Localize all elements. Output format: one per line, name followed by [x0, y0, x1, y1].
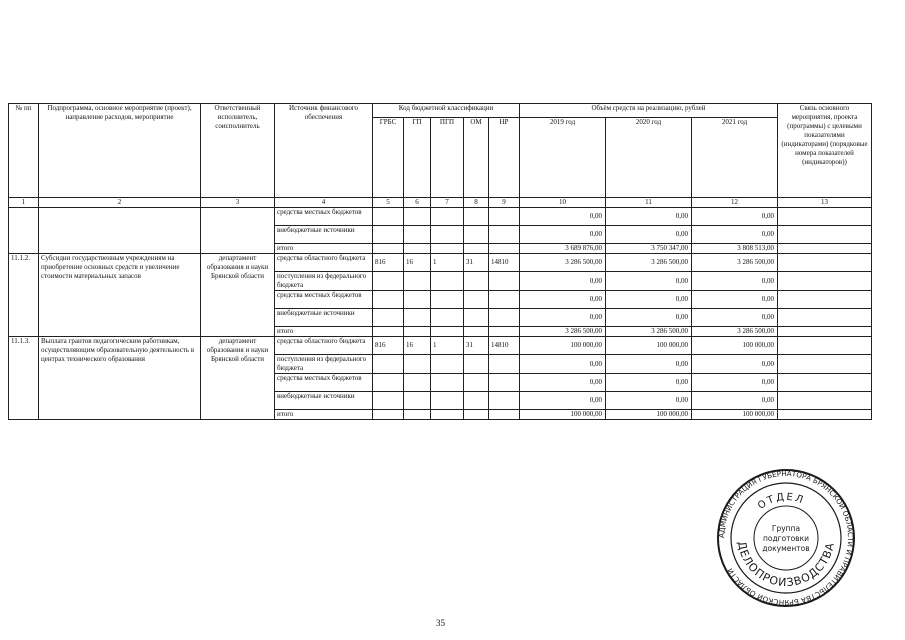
amount-2020-cell: 100 000,00	[606, 337, 692, 355]
header-source: Источник финансового обеспечения	[275, 104, 373, 198]
amount-2021-cell: 0,00	[692, 272, 778, 291]
amount-2021-cell: 3 808 513,00	[692, 244, 778, 254]
source-cell: средства местных бюджетов	[275, 208, 373, 226]
header-volume-group: Объём средств на реализацию, рублей	[520, 104, 778, 118]
code-cell	[431, 244, 464, 254]
program-cell: Субсидии государственным учреждениям на приобретение основных средств и увеличение стоимости материальных запасов	[39, 254, 201, 337]
code-cell	[489, 410, 520, 420]
code-cell	[373, 392, 404, 410]
link-cell	[778, 309, 872, 327]
source-cell: итого	[275, 244, 373, 254]
column-number: 3	[201, 198, 275, 208]
header-responsible: Ответственный исполнитель, соисполнитель	[201, 104, 275, 198]
code-cell	[489, 244, 520, 254]
header-no: № пп	[9, 104, 39, 198]
code-cell	[431, 291, 464, 309]
amount-2019-cell: 3 286 500,00	[520, 327, 606, 337]
amount-2019-cell: 100 000,00	[520, 337, 606, 355]
code-cell	[373, 410, 404, 420]
code-cell	[464, 327, 489, 337]
code-cell	[404, 244, 431, 254]
source-cell: итого	[275, 327, 373, 337]
header-code: ГП	[404, 118, 431, 198]
amount-2019-cell: 0,00	[520, 272, 606, 291]
amount-2020-cell: 0,00	[606, 291, 692, 309]
amount-2020-cell: 0,00	[606, 226, 692, 244]
code-cell	[464, 272, 489, 291]
code-cell: 1	[431, 254, 464, 272]
header-year: 2020 год	[606, 118, 692, 198]
amount-2019-cell: 0,00	[520, 291, 606, 309]
code-cell	[431, 309, 464, 327]
link-cell	[778, 254, 872, 272]
amount-2019-cell: 0,00	[520, 355, 606, 374]
column-number: 8	[464, 198, 489, 208]
program-cell: Выплата грантов педагогическим работникам, осуществляющим образовательную деятельность в центрах технического образования	[39, 337, 201, 420]
code-cell	[373, 272, 404, 291]
stamp-center-line: Группа	[771, 524, 801, 533]
amount-2020-cell: 0,00	[606, 309, 692, 327]
link-cell	[778, 208, 872, 226]
code-cell	[464, 410, 489, 420]
code-cell	[373, 291, 404, 309]
code-cell	[373, 226, 404, 244]
code-cell	[489, 208, 520, 226]
header-code-group: Код бюджетной классификации	[373, 104, 520, 118]
code-cell	[464, 355, 489, 374]
code-cell	[464, 244, 489, 254]
header-code: ГРБС	[373, 118, 404, 198]
amount-2021-cell: 0,00	[692, 208, 778, 226]
code-cell	[373, 244, 404, 254]
budget-table	[8, 103, 872, 420]
column-number: 5	[373, 198, 404, 208]
header-code: ПГП	[431, 118, 464, 198]
column-number: 9	[489, 198, 520, 208]
amount-2021-cell: 3 286 500,00	[692, 254, 778, 272]
table-row	[9, 337, 872, 355]
link-cell	[778, 374, 872, 392]
code-cell	[404, 309, 431, 327]
source-cell: поступления из федерального бюджета	[275, 272, 373, 291]
code-cell	[431, 355, 464, 374]
amount-2021-cell: 3 286 500,00	[692, 327, 778, 337]
code-cell: 816	[373, 254, 404, 272]
program-cell	[39, 208, 201, 254]
link-cell	[778, 327, 872, 337]
code-cell	[431, 226, 464, 244]
column-number: 13	[778, 198, 872, 208]
no-cell	[9, 208, 39, 254]
department-stamp	[716, 468, 856, 608]
amount-2020-cell: 3 286 500,00	[606, 327, 692, 337]
amount-2021-cell: 0,00	[692, 226, 778, 244]
code-cell: 31	[464, 337, 489, 355]
link-cell	[778, 355, 872, 374]
header-link: Связь основного мероприятия, проекта (программы) с целевыми показателями (индикаторами) (порядковые номера показателей (индикаторов))	[778, 104, 872, 198]
amount-2020-cell: 100 000,00	[606, 410, 692, 420]
source-cell: средства местных бюджетов	[275, 374, 373, 392]
stamp-center-line: подготовки	[763, 534, 809, 543]
amount-2020-cell: 0,00	[606, 355, 692, 374]
code-cell: 14810	[489, 254, 520, 272]
amount-2021-cell: 0,00	[692, 392, 778, 410]
column-number: 2	[39, 198, 201, 208]
source-cell: итого	[275, 410, 373, 420]
code-cell	[373, 327, 404, 337]
code-cell: 16	[404, 337, 431, 355]
responsible-cell	[201, 208, 275, 254]
amount-2021-cell: 100 000,00	[692, 337, 778, 355]
code-cell	[464, 374, 489, 392]
stamp-top-text: ОТДЕЛ	[756, 491, 807, 512]
source-cell: внебюджетные источники	[275, 392, 373, 410]
amount-2020-cell: 0,00	[606, 208, 692, 226]
table-row	[9, 254, 872, 272]
code-cell	[489, 355, 520, 374]
link-cell	[778, 392, 872, 410]
code-cell: 1	[431, 337, 464, 355]
code-cell: 16	[404, 254, 431, 272]
amount-2019-cell: 0,00	[520, 208, 606, 226]
code-cell	[431, 327, 464, 337]
code-cell	[431, 392, 464, 410]
table-row	[9, 208, 872, 226]
column-number-row	[9, 198, 872, 208]
code-cell	[404, 291, 431, 309]
column-number: 7	[431, 198, 464, 208]
amount-2019-cell: 3 286 500,00	[520, 254, 606, 272]
source-cell: внебюджетные источники	[275, 309, 373, 327]
code-cell	[431, 410, 464, 420]
header-year: 2021 год	[692, 118, 778, 198]
code-cell	[404, 272, 431, 291]
amount-2021-cell: 0,00	[692, 355, 778, 374]
code-cell	[373, 309, 404, 327]
link-cell	[778, 410, 872, 420]
column-number: 1	[9, 198, 39, 208]
responsible-cell: департамент образования и науки Брянской области	[201, 337, 275, 420]
code-cell	[489, 392, 520, 410]
amount-2019-cell: 3 689 876,00	[520, 244, 606, 254]
column-number: 10	[520, 198, 606, 208]
code-cell	[464, 208, 489, 226]
code-cell	[464, 226, 489, 244]
code-cell	[373, 374, 404, 392]
header-code: НР	[489, 118, 520, 198]
code-cell	[404, 327, 431, 337]
code-cell	[489, 309, 520, 327]
code-cell	[404, 392, 431, 410]
stamp-center-line: документов	[762, 544, 810, 553]
amount-2020-cell: 3 750 347,00	[606, 244, 692, 254]
amount-2019-cell: 0,00	[520, 226, 606, 244]
column-number: 11	[606, 198, 692, 208]
stamp-arc-text: ДЕЛОПРОИЗВОДСТВА	[734, 540, 837, 590]
code-cell	[404, 355, 431, 374]
code-cell	[431, 272, 464, 291]
source-cell: средства областного бюджета	[275, 337, 373, 355]
code-cell	[431, 374, 464, 392]
code-cell	[464, 392, 489, 410]
code-cell	[404, 226, 431, 244]
header-code: ОМ	[464, 118, 489, 198]
source-cell: средства областного бюджета	[275, 254, 373, 272]
amount-2019-cell: 0,00	[520, 374, 606, 392]
stamp-ring-text: АДМИНИСТРАЦИЯ ГУБЕРНАТОРА БРЯНСКОЙ ОБЛАСТИ И ПРАВИТЕЛЬСТВА БРЯНСКОЙ ОБЛАСТИ	[716, 468, 856, 608]
amount-2020-cell: 0,00	[606, 374, 692, 392]
responsible-cell: департамент образования и науки Брянской области	[201, 254, 275, 337]
source-cell: поступления из федерального бюджета	[275, 355, 373, 374]
column-number: 12	[692, 198, 778, 208]
item-number-cell: 11.1.2.	[9, 254, 39, 337]
link-cell	[778, 337, 872, 355]
code-cell	[489, 374, 520, 392]
link-cell	[778, 244, 872, 254]
amount-2020-cell: 3 286 500,00	[606, 254, 692, 272]
code-cell	[373, 355, 404, 374]
header-year: 2019 год	[520, 118, 606, 198]
code-cell	[431, 208, 464, 226]
column-number: 4	[275, 198, 373, 208]
code-cell: 14810	[489, 337, 520, 355]
link-cell	[778, 291, 872, 309]
column-number: 6	[404, 198, 431, 208]
source-cell: внебюджетные источники	[275, 226, 373, 244]
amount-2021-cell: 0,00	[692, 291, 778, 309]
code-cell	[464, 291, 489, 309]
code-cell	[489, 226, 520, 244]
link-cell	[778, 272, 872, 291]
code-cell	[489, 327, 520, 337]
code-cell	[489, 291, 520, 309]
amount-2019-cell: 0,00	[520, 392, 606, 410]
source-cell: средства местных бюджетов	[275, 291, 373, 309]
code-cell	[373, 208, 404, 226]
code-cell	[404, 208, 431, 226]
code-cell	[404, 374, 431, 392]
amount-2020-cell: 0,00	[606, 272, 692, 291]
header-program: Подпрограмма, основное мероприятие (проект), направление расходов, мероприятие	[39, 104, 201, 198]
item-number-cell: 11.1.3.	[9, 337, 39, 420]
amount-2019-cell: 100 000,00	[520, 410, 606, 420]
amount-2019-cell: 0,00	[520, 309, 606, 327]
amount-2020-cell: 0,00	[606, 392, 692, 410]
code-cell: 816	[373, 337, 404, 355]
code-cell	[404, 410, 431, 420]
page-number: 35	[436, 618, 445, 628]
code-cell: 31	[464, 254, 489, 272]
code-cell	[489, 272, 520, 291]
amount-2021-cell: 0,00	[692, 374, 778, 392]
link-cell	[778, 226, 872, 244]
amount-2021-cell: 0,00	[692, 309, 778, 327]
amount-2021-cell: 100 000,00	[692, 410, 778, 420]
code-cell	[464, 309, 489, 327]
